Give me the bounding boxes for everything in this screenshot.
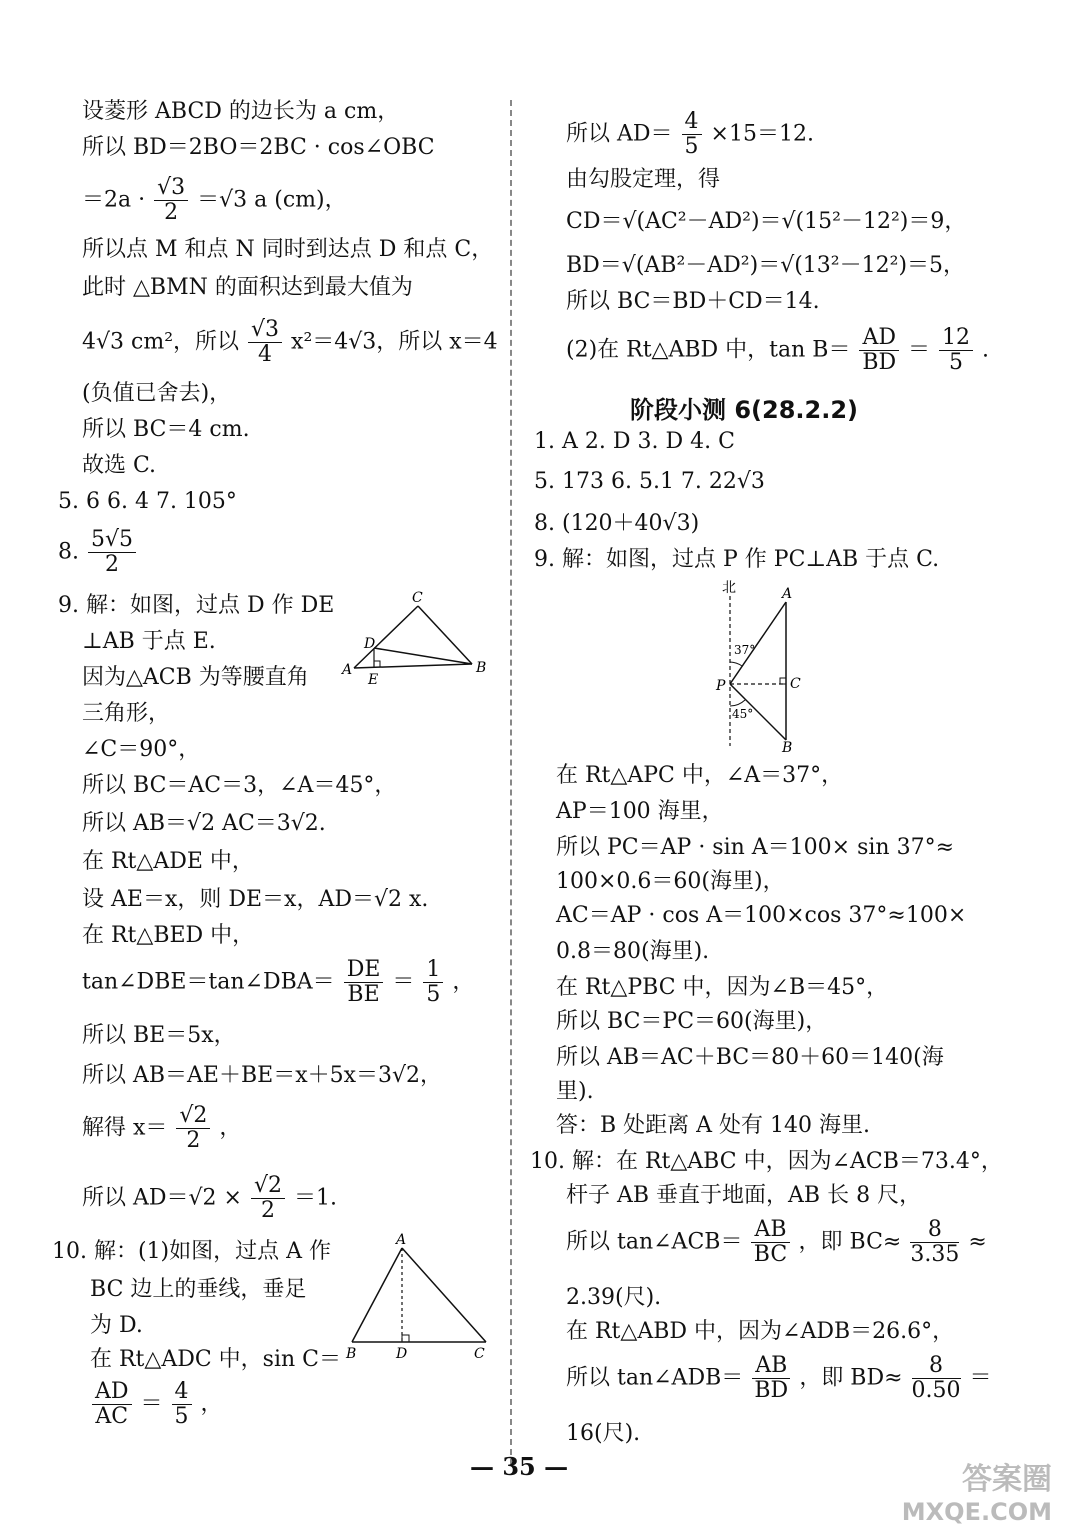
formula-line: 所以 AD＝√2 × $\frac{√2}{2}$ ＝1. (82, 1173, 337, 1223)
fraction: $\frac{√3}{4}$ (248, 318, 282, 367)
question-9-heading: 9. 解：如图，过点 D 作 DE (58, 593, 335, 618)
text-line: BD＝√(AB²－AD²)＝√(13²－12²)＝5， (566, 253, 966, 278)
fraction: $\frac{4}{5}$ (682, 110, 702, 159)
label-b: B (476, 660, 487, 676)
angle-37-label: 37° (734, 643, 756, 657)
text-line: 为 D. (90, 1313, 143, 1338)
text-line: ⊥AB 于点 E. (82, 629, 216, 654)
text-line: 在 Rt△APC 中，∠A＝37°， (556, 763, 844, 788)
text-line: BC 边上的垂线，垂足 (90, 1277, 307, 1302)
fraction: $\frac{AB}{BD}$ (752, 1354, 790, 1403)
text-line: 所以 BE＝5x， (82, 1023, 236, 1048)
label-b: B (782, 740, 793, 756)
text-line: 在 Rt△ADC 中，sin C＝ (90, 1347, 341, 1372)
text-line: 2.39(尺). (566, 1285, 662, 1310)
text-line: 由勾股定理，得 (566, 167, 721, 192)
figure-triangle-abc (340, 1232, 500, 1362)
text-line: AC＝AP · cos A＝100×cos 37°≈100× (556, 903, 967, 928)
text-line: 100×0.6＝60(海里)， (556, 869, 785, 894)
formula-line: 所以 AD＝ $\frac{4}{5}$ ×15＝12. (566, 109, 814, 159)
text-line: 所以 BC＝BD＋CD＝14. (566, 289, 820, 314)
text-line: 所以 PC＝AP · sin A＝100× sin 37°≈ (556, 835, 955, 860)
fraction: $\frac{4}{5}$ (172, 1380, 192, 1429)
label-b: B (346, 1346, 357, 1362)
text-line: 所以 AB＝AE＋BE＝x＋5x＝3√2， (82, 1063, 443, 1088)
label-a: A (342, 662, 353, 678)
answer-line: 8. (120＋40√3) (534, 511, 700, 536)
answer-line: 5. 6 6. 4 7. 105° (58, 489, 237, 514)
text-line: AP＝100 海里， (556, 799, 724, 824)
text-line: 所以 BC＝4 cm. (82, 417, 250, 442)
label-e: E (368, 672, 379, 688)
text-line: 0.8＝80(海里). (556, 939, 710, 964)
answer-line: 1. A 2. D 3. D 4. C (534, 429, 735, 454)
text-line: 所以 BC＝AC＝3，∠A＝45°， (82, 773, 397, 798)
fraction: $\frac{1}{5}$ (423, 958, 443, 1007)
fraction: $\frac{DE}{BE}$ (344, 958, 384, 1007)
formula-line: 解得 x＝ $\frac{√2}{2}$ ， (82, 1103, 242, 1153)
answer-line: 5. 173 6. 5.1 7. 22√3 (534, 469, 765, 494)
formula-line: 所以 tan∠ACB＝ $\frac{AB}{BC}$ ，即 BC≈ $\frac{8}{3.35}$ ≈ (566, 1217, 987, 1267)
text-line: 在 Rt△ADE 中， (82, 849, 254, 874)
label-d: D (364, 636, 376, 652)
formula-line: (2)在 Rt△ABD 中，tan B＝ $\frac{AD}{BD}$ ＝ $\frac{12}{5}$ . (566, 325, 990, 375)
fraction: $\frac{√2}{2}$ (251, 1174, 285, 1223)
text-line: 所以点 M 和点 N 同时到达点 D 和点 C， (82, 237, 494, 262)
fraction: $\frac{√3}{2}$ (154, 176, 188, 225)
question-10-heading: 10. 解：(1)如图，过点 A 作 (52, 1239, 332, 1264)
label-a: A (396, 1232, 407, 1248)
label-c: C (412, 590, 423, 606)
formula-line: 所以 tan∠ADB＝ $\frac{AB}{BD}$ ，即 BD≈ $\frac{8}{0.50}$ ＝ (566, 1353, 992, 1403)
text-line: 16(尺). (566, 1421, 641, 1446)
text-line: 所以 AB＝AC＋BC＝80＋60＝140(海 (556, 1045, 944, 1070)
fraction: $\frac{√2}{2}$ (176, 1104, 210, 1153)
fraction: $\frac{8}{3.35}$ (910, 1217, 960, 1267)
watermark: 答案圈 MXQE.COM (901, 1462, 1052, 1526)
text-line: 三角形， (82, 701, 171, 726)
fraction: $\frac{AD}{AC}$ (92, 1380, 132, 1429)
label-p: P (716, 678, 726, 694)
column-divider (510, 100, 512, 1465)
text-line: 所以 AB＝√2 AC＝3√2. (82, 811, 326, 836)
text-line: 在 Rt△ABD 中，因为∠ADB＝26.6°， (566, 1319, 955, 1344)
label-c: C (474, 1346, 485, 1362)
text-line: 所以 BC＝PC＝60(海里)， (556, 1009, 828, 1034)
question-9-heading: 9. 解：如图，过点 P 作 PC⊥AB 于点 C. (534, 547, 940, 572)
label-c: C (790, 676, 801, 692)
text-line: 杆子 AB 垂直于地面，AB 长 8 尺， (566, 1183, 922, 1208)
text-line: 因为△ACB 为等腰直角 (82, 665, 309, 690)
answer-line: 8. $\frac{5√5}{2}$ (58, 528, 138, 577)
label-a: A (782, 586, 793, 602)
label-d: D (396, 1346, 408, 1362)
text-line: 里). (556, 1079, 594, 1104)
label-north: 北 (722, 580, 736, 596)
text-line: 答：B 处距离 A 处有 140 海里. (556, 1113, 871, 1138)
text-line: 设 AE＝x，则 DE＝x，AD＝√2 x. (82, 887, 429, 912)
page-number: — 35 — (470, 1452, 569, 1481)
section-title: 阶段小测 6(28.2.2) (630, 396, 859, 424)
formula-line: $\frac{AD}{AC}$ ＝ $\frac{4}{5}$ ， (90, 1380, 223, 1429)
formula-line: ＝2a · $\frac{√3}{2}$ ＝√3 a (cm)， (82, 175, 347, 225)
text-line: CD＝√(AC²－AD²)＝√(15²－12²)＝9， (566, 209, 967, 234)
fraction: $\frac{AB}{BC}$ (751, 1218, 789, 1267)
fraction: $\frac{AD}{BD}$ (859, 326, 899, 375)
fraction: $\frac{8}{0.50}$ (911, 1353, 961, 1403)
formula-line: tan∠DBE＝tan∠DBA＝ $\frac{DE}{BE}$ ＝ $\frac{1}{5}$ ， (82, 957, 475, 1007)
figure-triangle-acb (340, 590, 500, 690)
fraction: $\frac{5√5}{2}$ (88, 528, 136, 577)
text-line: 设菱形 ABCD 的边长为 a cm， (82, 99, 400, 124)
formula-line: 4√3 cm²，所以 $\frac{√3}{4}$ x²＝4√3，所以 x＝4 (82, 317, 498, 367)
question-10-heading: 10. 解：在 Rt△ABC 中，因为∠ACB＝73.4°， (530, 1149, 1003, 1174)
text-line: 在 Rt△PBC 中，因为∠B＝45°， (556, 975, 889, 1000)
fraction: $\frac{12}{5}$ (939, 326, 973, 375)
figure-bearing (712, 578, 822, 756)
text-line: (负值已舍去)， (82, 381, 232, 406)
text-line: 在 Rt△BED 中， (82, 923, 255, 948)
text-line: 此时 △BMN 的面积达到最大值为 (82, 275, 413, 300)
angle-45-label: 45° (732, 707, 754, 721)
text-line: 故选 C. (82, 453, 157, 478)
text-line: 所以 BD＝2BO＝2BC · cos∠OBC (82, 135, 435, 160)
text-line: ∠C＝90°， (82, 737, 201, 762)
